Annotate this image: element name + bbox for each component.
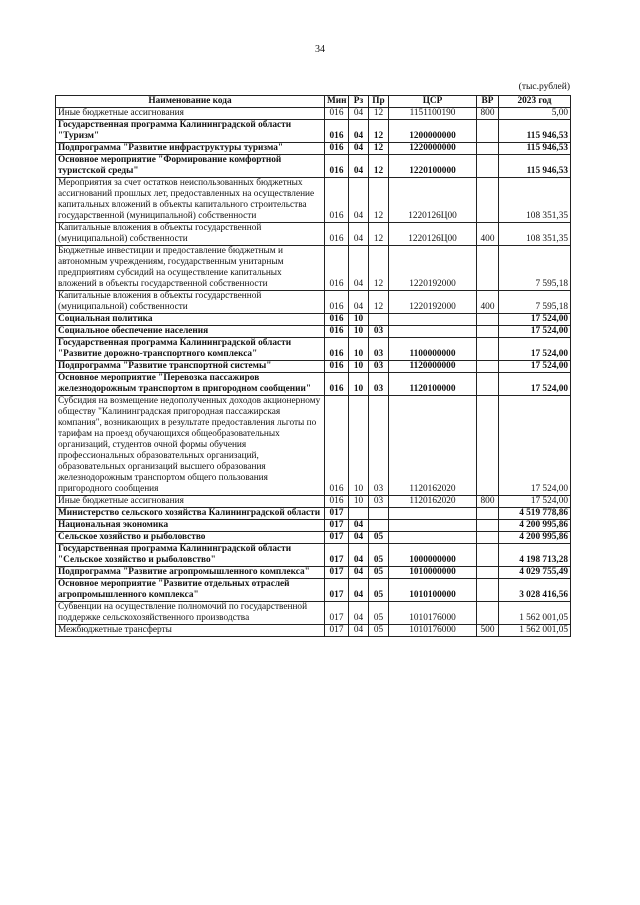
cell-csr: 1120162020 <box>389 496 477 508</box>
cell-amount: 17 524,00 <box>499 314 571 326</box>
cell-pr: 12 <box>369 143 389 155</box>
cell-vr: 400 <box>477 223 499 246</box>
cell-min: 017 <box>325 602 349 625</box>
cell-vr <box>477 567 499 579</box>
table-row <box>56 120 571 143</box>
cell-rz: 10 <box>349 496 369 508</box>
cell-name: Субвенции на осуществление полномочий по государственной поддержке сельскохозяйственного производства <box>56 602 325 625</box>
cell-min: 016 <box>325 338 349 361</box>
cell-vr <box>477 314 499 326</box>
cell-min: 017 <box>325 532 349 544</box>
cell-amount: 17 524,00 <box>499 396 571 496</box>
cell-amount: 7 595,18 <box>499 291 571 314</box>
cell-pr: 05 <box>369 544 389 567</box>
table-row <box>56 155 571 178</box>
cell-name: Межбюджетные трансферты <box>56 625 325 637</box>
cell-csr: 1010100000 <box>389 579 477 602</box>
cell-pr: 03 <box>369 361 389 373</box>
cell-pr: 03 <box>369 338 389 361</box>
table-row <box>56 223 571 246</box>
cell-amount: 4 519 778,86 <box>499 508 571 520</box>
cell-vr <box>477 155 499 178</box>
cell-amount: 108 351,35 <box>499 223 571 246</box>
units-label: (тыс.рублей) <box>518 82 570 92</box>
header-min: Мин <box>325 96 349 108</box>
table-row <box>56 508 571 520</box>
cell-name: Сельское хозяйство и рыболовство <box>56 532 325 544</box>
cell-min: 016 <box>325 314 349 326</box>
page-number: 34 <box>315 44 325 55</box>
cell-amount: 17 524,00 <box>499 326 571 338</box>
cell-rz: 04 <box>349 143 369 155</box>
cell-min: 016 <box>325 361 349 373</box>
cell-min: 016 <box>325 108 349 120</box>
cell-csr: 1010176000 <box>389 625 477 637</box>
table-row <box>56 396 571 496</box>
cell-amount: 4 198 713,28 <box>499 544 571 567</box>
cell-amount: 7 595,18 <box>499 246 571 291</box>
table-row <box>56 338 571 361</box>
cell-pr: 12 <box>369 246 389 291</box>
table-row <box>56 143 571 155</box>
cell-csr: 1220192000 <box>389 246 477 291</box>
cell-vr <box>477 602 499 625</box>
cell-csr: 1151100190 <box>389 108 477 120</box>
cell-min: 017 <box>325 520 349 532</box>
cell-pr: 12 <box>369 178 389 223</box>
cell-amount: 17 524,00 <box>499 496 571 508</box>
cell-csr <box>389 532 477 544</box>
cell-min: 016 <box>325 155 349 178</box>
cell-min: 017 <box>325 508 349 520</box>
cell-csr: 1220126Ц00 <box>389 178 477 223</box>
cell-pr: 03 <box>369 496 389 508</box>
cell-min: 016 <box>325 396 349 496</box>
cell-pr <box>369 520 389 532</box>
cell-vr <box>477 326 499 338</box>
cell-pr: 12 <box>369 223 389 246</box>
cell-name: Государственная программа Калининградской области "Сельское хозяйство и рыболовство" <box>56 544 325 567</box>
header-vr: ВР <box>477 96 499 108</box>
cell-name: Основное мероприятие "Развитие отдельных отраслей агропромышленного комплекса" <box>56 579 325 602</box>
cell-vr <box>477 579 499 602</box>
cell-csr: 1220000000 <box>389 143 477 155</box>
table-row <box>56 579 571 602</box>
cell-name: Основное мероприятие "Перевозка пассажиров железнодорожным транспортом в пригородном сообщении" <box>56 373 325 396</box>
cell-pr: 05 <box>369 579 389 602</box>
cell-amount: 4 200 995,86 <box>499 532 571 544</box>
cell-min: 017 <box>325 579 349 602</box>
cell-pr <box>369 314 389 326</box>
cell-vr <box>477 143 499 155</box>
cell-pr: 05 <box>369 567 389 579</box>
cell-csr: 1010000000 <box>389 567 477 579</box>
cell-rz: 04 <box>349 625 369 637</box>
cell-csr: 1200000000 <box>389 120 477 143</box>
cell-name: Капитальные вложения в объекты государственной (муниципальной) собственности <box>56 291 325 314</box>
cell-name: Министерство сельского хозяйства Калининградской области <box>56 508 325 520</box>
table-row <box>56 291 571 314</box>
cell-rz: 04 <box>349 120 369 143</box>
cell-pr: 05 <box>369 532 389 544</box>
cell-csr: 1220126Ц00 <box>389 223 477 246</box>
cell-rz: 10 <box>349 396 369 496</box>
cell-pr: 12 <box>369 291 389 314</box>
cell-min: 017 <box>325 544 349 567</box>
cell-rz: 04 <box>349 291 369 314</box>
table-row <box>56 496 571 508</box>
cell-rz: 04 <box>349 178 369 223</box>
cell-amount: 115 946,53 <box>499 120 571 143</box>
cell-rz: 04 <box>349 567 369 579</box>
cell-name: Бюджетные инвестиции и предоставление бюджетным и автономным учреждениям, государственным унитарным предприятиям субсидий на осуществление капитальных вложений в объекты государственной собственности <box>56 246 325 291</box>
cell-vr <box>477 520 499 532</box>
cell-pr: 03 <box>369 373 389 396</box>
cell-name: Государственная программа Калининградской области "Туризм" <box>56 120 325 143</box>
cell-vr <box>477 361 499 373</box>
table-row <box>56 532 571 544</box>
header-pr: Пр <box>369 96 389 108</box>
cell-min: 016 <box>325 178 349 223</box>
cell-amount: 17 524,00 <box>499 373 571 396</box>
cell-vr <box>477 373 499 396</box>
cell-name: Субсидия на возмещение недополученных доходов акционерному обществу "Калининградская пригородная пассажирская компания", возникающих в результате предоставления льготы по тарифам на проезд обучающихся общеобразовательных организаций, студентов очной формы обучения профессиональных образовательных организаций, образовательных организаций высшего образования железнодорожным транспортом общего пользования пригородного сообщения <box>56 396 325 496</box>
table-row <box>56 314 571 326</box>
cell-amount: 4 200 995,86 <box>499 520 571 532</box>
cell-name: Иные бюджетные ассигнования <box>56 496 325 508</box>
cell-csr: 1120100000 <box>389 373 477 396</box>
cell-pr: 12 <box>369 120 389 143</box>
cell-min: 017 <box>325 625 349 637</box>
header-csr: ЦСР <box>389 96 477 108</box>
cell-name: Национальная экономика <box>56 520 325 532</box>
cell-vr <box>477 120 499 143</box>
cell-rz: 04 <box>349 602 369 625</box>
table-row <box>56 567 571 579</box>
cell-rz <box>349 508 369 520</box>
cell-name: Социальное обеспечение населения <box>56 326 325 338</box>
cell-vr <box>477 532 499 544</box>
cell-vr <box>477 508 499 520</box>
cell-csr: 1010176000 <box>389 602 477 625</box>
cell-pr: 03 <box>369 396 389 496</box>
table-header-row <box>56 96 571 108</box>
cell-min: 016 <box>325 291 349 314</box>
table-row <box>56 544 571 567</box>
cell-csr: 1220192000 <box>389 291 477 314</box>
table-row <box>56 602 571 625</box>
cell-rz: 10 <box>349 361 369 373</box>
cell-amount: 1 562 001,05 <box>499 602 571 625</box>
cell-pr: 03 <box>369 326 389 338</box>
cell-amount: 5,00 <box>499 108 571 120</box>
cell-amount: 17 524,00 <box>499 338 571 361</box>
cell-vr: 500 <box>477 625 499 637</box>
cell-rz: 04 <box>349 579 369 602</box>
cell-rz: 10 <box>349 314 369 326</box>
cell-vr: 800 <box>477 496 499 508</box>
cell-csr: 1120000000 <box>389 361 477 373</box>
cell-name: Государственная программа Калининградской области "Развитие дорожно-транспортного комплекса" <box>56 338 325 361</box>
header-rz: Рз <box>349 96 369 108</box>
cell-pr <box>369 508 389 520</box>
cell-csr: 1100000000 <box>389 338 477 361</box>
cell-csr <box>389 314 477 326</box>
cell-min: 016 <box>325 223 349 246</box>
cell-pr: 05 <box>369 602 389 625</box>
table-row <box>56 178 571 223</box>
cell-vr <box>477 396 499 496</box>
cell-amount: 17 524,00 <box>499 361 571 373</box>
cell-vr <box>477 338 499 361</box>
cell-min: 017 <box>325 567 349 579</box>
cell-min: 016 <box>325 326 349 338</box>
table-row <box>56 326 571 338</box>
cell-rz: 10 <box>349 373 369 396</box>
table-row <box>56 361 571 373</box>
cell-vr <box>477 178 499 223</box>
cell-amount: 1 562 001,05 <box>499 625 571 637</box>
cell-name: Капитальные вложения в объекты государственной (муниципальной) собственности <box>56 223 325 246</box>
cell-amount: 115 946,53 <box>499 155 571 178</box>
cell-name: Подпрограмма "Развитие инфраструктуры туризма" <box>56 143 325 155</box>
cell-min: 016 <box>325 246 349 291</box>
cell-name: Социальная политика <box>56 314 325 326</box>
cell-min: 016 <box>325 496 349 508</box>
cell-pr: 05 <box>369 625 389 637</box>
cell-name: Иные бюджетные ассигнования <box>56 108 325 120</box>
cell-amount: 108 351,35 <box>499 178 571 223</box>
cell-rz: 04 <box>349 223 369 246</box>
cell-pr: 12 <box>369 155 389 178</box>
cell-min: 016 <box>325 120 349 143</box>
cell-name: Подпрограмма "Развитие транспортной системы" <box>56 361 325 373</box>
cell-name: Основное мероприятие "Формирование комфортной туристской среды" <box>56 155 325 178</box>
table-row <box>56 520 571 532</box>
table-row <box>56 373 571 396</box>
cell-min: 016 <box>325 143 349 155</box>
cell-vr: 800 <box>477 108 499 120</box>
cell-csr: 1000000000 <box>389 544 477 567</box>
cell-csr <box>389 520 477 532</box>
cell-rz: 04 <box>349 520 369 532</box>
cell-vr <box>477 246 499 291</box>
cell-rz: 04 <box>349 108 369 120</box>
cell-amount: 3 028 416,56 <box>499 579 571 602</box>
budget-table <box>55 95 571 637</box>
table-row <box>56 108 571 120</box>
cell-csr: 1220100000 <box>389 155 477 178</box>
cell-vr: 400 <box>477 291 499 314</box>
cell-csr <box>389 508 477 520</box>
cell-pr: 12 <box>369 108 389 120</box>
table-row <box>56 625 571 637</box>
cell-rz: 04 <box>349 532 369 544</box>
cell-amount: 4 029 755,49 <box>499 567 571 579</box>
cell-name: Мероприятия за счет остатков неиспользованных бюджетных ассигнований прошлых лет, предоставленных на осуществление капитальных вложений в объекты капитального строительства государственной (муниципальной) собственности <box>56 178 325 223</box>
cell-vr <box>477 544 499 567</box>
cell-amount: 115 946,53 <box>499 143 571 155</box>
cell-csr: 1120162020 <box>389 396 477 496</box>
table-row <box>56 246 571 291</box>
cell-rz: 04 <box>349 246 369 291</box>
cell-min: 016 <box>325 373 349 396</box>
cell-rz: 04 <box>349 544 369 567</box>
cell-name: Подпрограмма "Развитие агропромышленного комплекса" <box>56 567 325 579</box>
header-amount: 2023 год <box>499 96 571 108</box>
cell-rz: 10 <box>349 326 369 338</box>
header-name: Наименование кода <box>56 96 325 108</box>
cell-rz: 10 <box>349 338 369 361</box>
cell-rz: 04 <box>349 155 369 178</box>
cell-csr <box>389 326 477 338</box>
